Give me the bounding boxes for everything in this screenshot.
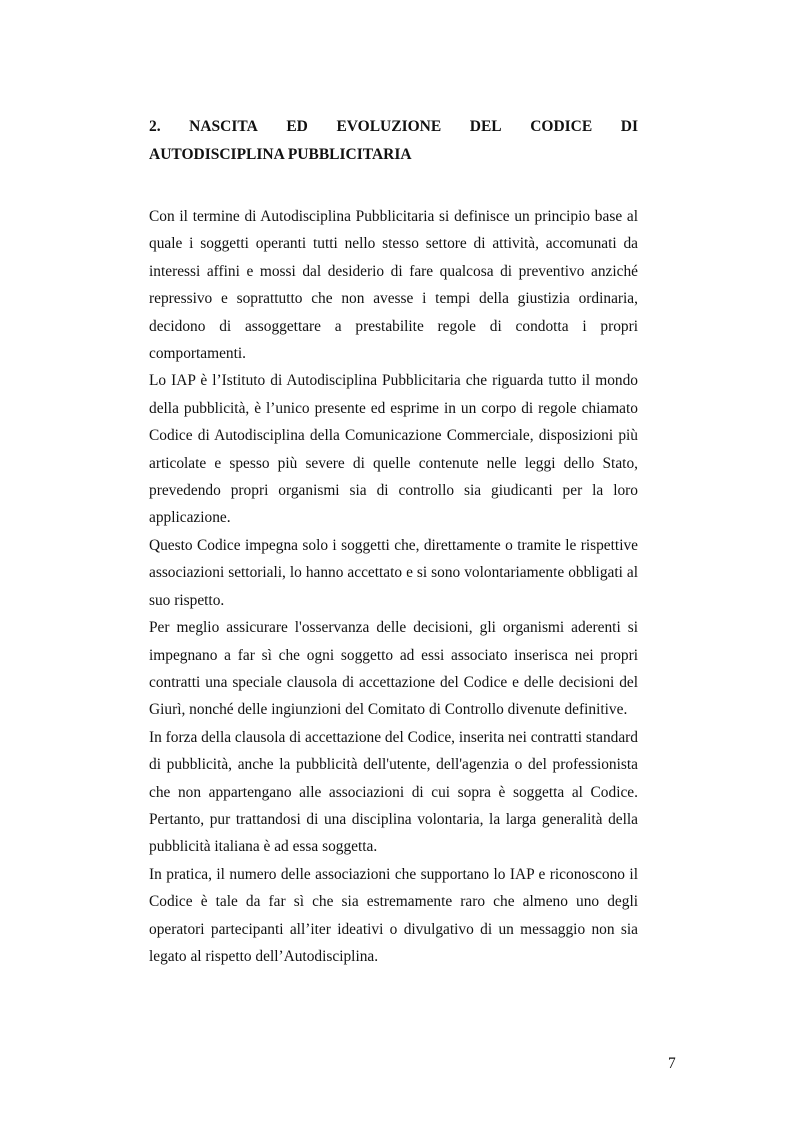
heading-word: DEL xyxy=(469,118,502,135)
paragraph-clausola: In forza della clausola di accettazione del Codice, inserita nei contratti standard di pubblicità, anche la pubblicità dell'utente, dell'agenzia o del professionista che non appartengano alle associazioni di cui sopra è soggetta al Codice. Pertanto, pur trattandosi di una disciplina volontaria, la larga generalità della pubblicità italiana è ad essa soggetta. xyxy=(149,728,638,856)
paragraph-iap: Lo IAP è l’Istituto di Autodisciplina Pubblicitaria che riguarda tutto il mondo della pubblicità, è l’unico presente ed esprime in un corpo di regole chiamato Codice di Autodisciplina della Comunicazione Commerciale, disposizioni più articolate e spesso più severe di quelle contenute nelle leggi dello Stato, prevedendo propri organismi sia di controllo sia giudicanti per la loro applicazione. xyxy=(149,372,638,527)
paragraph-codice-impegna: Questo Codice impegna solo i soggetti che, direttamente o tramite le rispettive associazioni settoriali, lo hanno accettato e si sono volontariamente obbligati al suo rispetto. xyxy=(149,536,638,609)
section-heading-line-2: AUTODISCIPLINA PUBBLICITARIA xyxy=(149,145,412,163)
heading-word: ED xyxy=(286,118,308,135)
heading-word: EVOLUZIONE xyxy=(336,118,442,135)
heading-word: DI xyxy=(620,118,638,135)
heading-word: CODICE xyxy=(530,118,593,135)
page-number: 7 xyxy=(668,1055,676,1072)
paragraph-definition: Con il termine di Autodisciplina Pubblicitaria si definisce un principio base al quale i soggetti operanti tutti nello stesso settore di attività, accomunati da interessi affini e mossi dal desiderio di fare qualcosa di preventivo anziché repressivo e soprattutto che non avesse i tempi della giustizia ordinaria, decidono di assoggettare a prestabilite regole di condotta i propri comportamenti. xyxy=(149,208,638,363)
heading-word: 2. xyxy=(149,118,161,135)
paragraph-in-pratica: In pratica, il numero delle associazioni che supportano lo IAP e riconoscono il Codice è tale da far sì che sia estremamente raro che almeno uno degli operatori partecipanti all’iter ideativi o divulgativo di un messaggio non sia legato al rispetto dell’Autodisciplina. xyxy=(149,865,638,965)
paragraph-osservanza: Per meglio assicurare l'osservanza delle decisioni, gli organismi aderenti si impegnano a far sì che ogni soggetto ad essi associato inserisca nei propri contratti una speciale clausola di accettazione del Codice e delle decisioni del Giurì, nonché delle ingiunzioni del Comitato di Controllo divenute definitive. xyxy=(149,619,638,719)
section-heading-line-1 xyxy=(149,113,638,141)
text-column xyxy=(149,113,638,970)
section-heading xyxy=(149,113,638,168)
heading-word: NASCITA xyxy=(189,118,258,135)
